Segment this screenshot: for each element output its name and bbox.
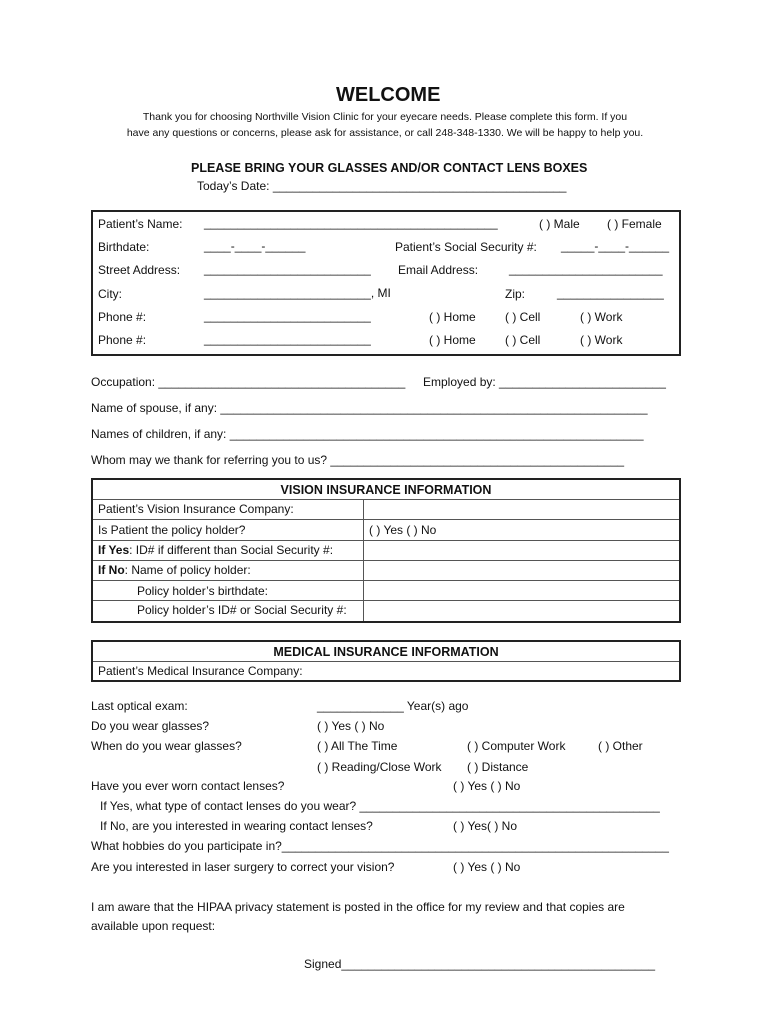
city-label: City: — [98, 287, 122, 301]
male-checkbox[interactable]: ( ) Male — [539, 217, 580, 231]
phone-work-checkbox[interactable]: ( ) Work — [580, 333, 623, 347]
when-glasses-question: When do you wear glasses? — [91, 739, 242, 753]
vision-insurance-header: VISION INSURANCE INFORMATION — [280, 483, 492, 497]
interest-options[interactable]: ( ) Yes( ) No — [453, 819, 518, 833]
if-no-holder-label: If No: Name of policy holder: — [98, 563, 251, 577]
street-field[interactable]: _________________________ — [204, 262, 371, 276]
distance-option[interactable]: ( ) Distance — [467, 760, 529, 774]
policy-holder-question: Is Patient the policy holder? — [98, 523, 246, 537]
city-field[interactable]: _________________________, MI — [204, 286, 391, 300]
if-yes-id-label: If Yes: ID# if different than Social Security #: — [98, 543, 334, 557]
hobbies-field[interactable]: What hobbies do you participate in?__________________________________________________________ — [91, 839, 669, 853]
interest-question: If No, are you interested in wearing contact lenses? — [100, 819, 373, 833]
phone-home-checkbox[interactable]: ( ) Home — [429, 310, 476, 324]
last-exam-label: Last optical exam: — [91, 699, 188, 713]
zip-field[interactable]: ________________ — [557, 286, 664, 300]
hipaa-statement-line-2: available upon request: — [91, 919, 216, 933]
ssn-label: Patient’s Social Security #: — [395, 240, 537, 254]
phone-field[interactable]: _________________________ — [204, 309, 371, 323]
birthdate-field[interactable]: ____-____-______ — [204, 239, 306, 253]
phone-field[interactable]: _________________________ — [204, 332, 371, 346]
holder-birthdate-label: Policy holder’s birthdate: — [137, 584, 268, 598]
intro-line-1: Thank you for choosing Northville Vision Clinic for your eyecare needs. Please complete this form. If you — [142, 111, 628, 123]
referral-field[interactable]: Whom may we thank for referring you to us? ____________________________________________ — [91, 453, 625, 467]
patient-name-label: Patient’s Name: — [98, 217, 183, 231]
hipaa-statement-line-1: I am aware that the HIPAA privacy statement is posted in the office for my review and that copies are — [91, 900, 625, 914]
policy-holder-options[interactable]: ( ) Yes ( ) No — [369, 523, 437, 537]
phone-cell-checkbox[interactable]: ( ) Cell — [505, 310, 541, 324]
street-label: Street Address: — [98, 263, 181, 277]
intro-line-2: have any questions or concerns, please ask for assistance, or call 248-348-1330. We will be happy to help you. — [126, 127, 644, 139]
female-checkbox[interactable]: ( ) Female — [607, 217, 662, 231]
contact-type-field[interactable]: If Yes, what type of contact lenses do you wear? _____________________________________________ — [100, 799, 660, 813]
phone-label: Phone #: — [98, 333, 147, 347]
phone-cell-checkbox[interactable]: ( ) Cell — [505, 333, 541, 347]
signature-field[interactable]: Signed_______________________________________________ — [304, 957, 656, 971]
glasses-options[interactable]: ( ) Yes ( ) No — [317, 719, 385, 733]
laser-options[interactable]: ( ) Yes ( ) No — [453, 860, 521, 874]
bring-notice: PLEASE BRING YOUR GLASSES AND/OR CONTACT LENS BOXES — [191, 161, 588, 175]
all-the-time-option[interactable]: ( ) All The Time — [317, 739, 398, 753]
contacts-options[interactable]: ( ) Yes ( ) No — [453, 779, 521, 793]
email-field[interactable]: _______________________ — [509, 262, 663, 276]
phone-home-checkbox[interactable]: ( ) Home — [429, 333, 476, 347]
employed-by-field[interactable]: Employed by: _________________________ — [423, 375, 666, 389]
computer-work-option[interactable]: ( ) Computer Work — [467, 739, 566, 753]
phone-work-checkbox[interactable]: ( ) Work — [580, 310, 623, 324]
contacts-question: Have you ever worn contact lenses? — [91, 779, 285, 793]
other-option[interactable]: ( ) Other — [598, 739, 643, 753]
patient-name-field[interactable]: ____________________________________________ — [204, 216, 498, 230]
medical-insurance-table — [91, 640, 681, 682]
phone-label: Phone #: — [98, 310, 147, 324]
medical-insurance-header: MEDICAL INSURANCE INFORMATION — [273, 645, 499, 659]
ssn-field[interactable]: _____-____-______ — [561, 239, 670, 253]
laser-question: Are you interested in laser surgery to correct your vision? — [91, 860, 395, 874]
holder-id-label: Policy holder’s ID# or Social Security #: — [137, 603, 347, 617]
children-field[interactable]: Names of children, if any: ______________________________________________________________ — [91, 427, 644, 441]
patient-info-box — [91, 210, 681, 356]
occupation-field[interactable]: Occupation: _____________________________________ — [91, 375, 406, 389]
page-title: WELCOME — [336, 84, 441, 106]
vision-insurance-table — [91, 478, 681, 623]
medical-company-label: Patient’s Medical Insurance Company: — [98, 664, 303, 678]
last-exam-field[interactable]: _____________ Year(s) ago — [317, 699, 469, 713]
spouse-field[interactable]: Name of spouse, if any: ________________________________________________________________ — [91, 401, 648, 415]
reading-option[interactable]: ( ) Reading/Close Work — [317, 760, 442, 774]
todays-date-field[interactable]: Today’s Date: ____________________________________________ — [197, 179, 567, 193]
vision-company-label: Patient’s Vision Insurance Company: — [98, 502, 294, 516]
email-label: Email Address: — [398, 263, 479, 277]
birthdate-label: Birthdate: — [98, 240, 150, 254]
glasses-question: Do you wear glasses? — [91, 719, 210, 733]
zip-label: Zip: — [505, 287, 526, 301]
